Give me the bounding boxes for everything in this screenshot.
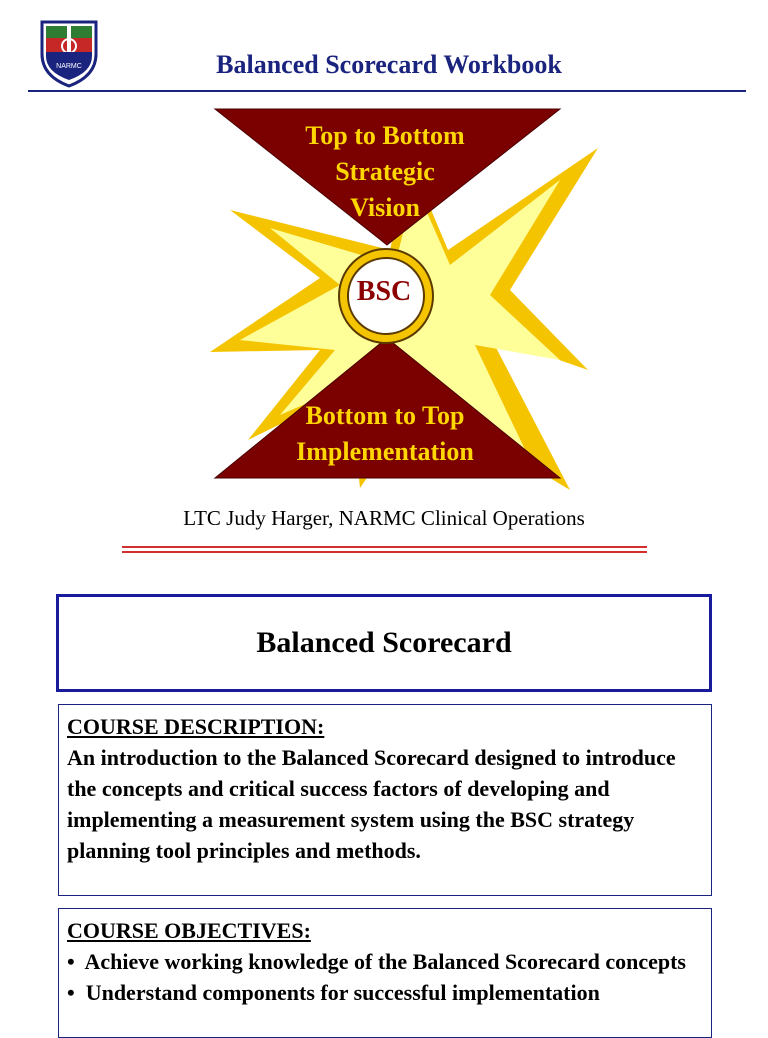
bottom-triangle-text: Bottom to Top Implementation (296, 401, 474, 466)
course-description-heading: COURSE DESCRIPTION: (67, 714, 325, 739)
bsc-graphic (200, 100, 600, 490)
author-line: LTC Judy Harger, NARMC Clinical Operations (183, 506, 585, 530)
course-objectives-heading: COURSE OBJECTIVES: (67, 918, 311, 943)
logo-text: NARMC (56, 63, 82, 70)
section-title: Balanced Scorecard (256, 626, 512, 659)
course-description-box (58, 704, 712, 896)
page-title: Balanced Scorecard Workbook (216, 50, 562, 79)
course-description-text: An introduction to the Balanced Scorecard designed to introduce the concepts and critical success factors of developing and implementing a measurement system using the BSC strategy planning tool principles and methods. (67, 745, 676, 863)
course-objectives-box (58, 908, 712, 1038)
objective-item: • Achieve working knowledge of the Balanced Scorecard concepts (67, 949, 686, 974)
header-divider (28, 90, 746, 92)
red-divider-top (122, 546, 647, 548)
section-title-box (56, 594, 712, 692)
red-divider-bottom (122, 551, 647, 553)
top-triangle-text: Top to Bottom Strategic Vision (305, 121, 465, 222)
objective-item: • Understand components for successful implementation (67, 980, 600, 1005)
bsc-center-label: BSC (356, 276, 412, 307)
